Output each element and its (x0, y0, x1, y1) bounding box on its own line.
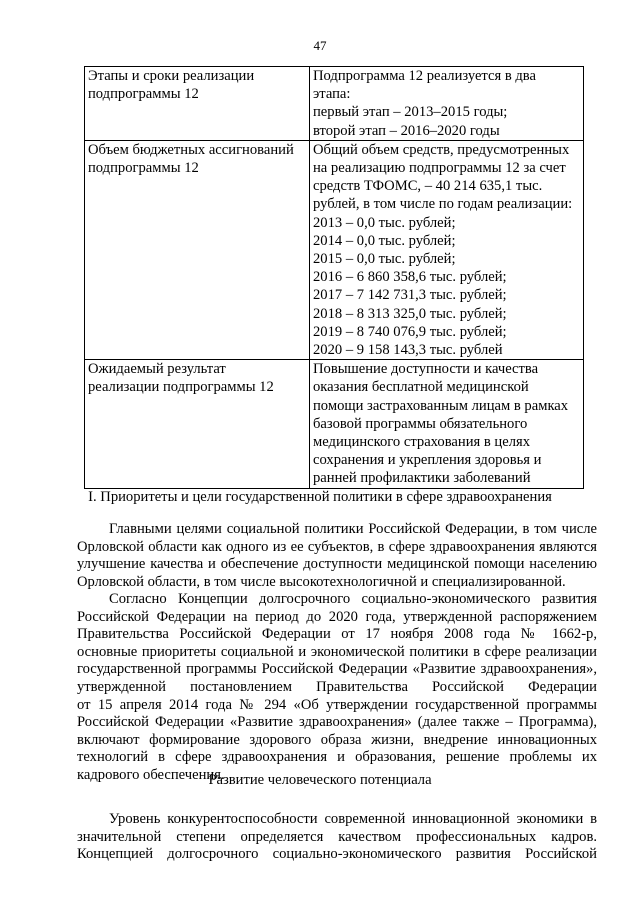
text-line: сохранения и укрепления здоровья и (313, 452, 542, 469)
text-line: подпрограммы 12 (88, 86, 199, 103)
table-cell-label (85, 67, 310, 141)
paragraph-line: Концепцией долгосрочного социально-экономического развития Российской (77, 846, 597, 863)
paragraph-line: включают формирование здорового образа жизни, внедрение инновационных (77, 731, 597, 748)
table-cell-value (310, 140, 584, 359)
paragraph-line: технологий в сфере здравоохранения и образования, решение проблемы их (77, 749, 597, 766)
text-line: Подпрограмма 12 реализуется в два (313, 68, 536, 84)
paragraph-line: утвержденной постановлением Правительства Российской Федерации (77, 678, 597, 695)
paragraph-line: Орловской области как одного из ее субъектов, в сфере здравоохранения являются (77, 538, 597, 555)
text-line: 2017 – 7 142 731,3 тыс. рублей; (313, 287, 507, 304)
text-line: помощи застрахованным лицам в рамках (313, 397, 569, 414)
text-line: рублей, в том числе по годам реализации: (313, 196, 573, 213)
text-line: 2015 – 0,0 тыс. рублей; (313, 251, 456, 268)
paragraph-line: значительной степени определяется качеством профессиональных кадров. (77, 828, 597, 845)
text-line: 2014 – 0,0 тыс. рублей; (313, 232, 456, 249)
paragraph-line: кадрового обеспечения. (77, 766, 225, 783)
section-heading: I. Приоритеты и цели государственной политики в сфере здравоохранения (88, 489, 552, 505)
paragraph-goals (77, 521, 597, 591)
text-line: оказания бесплатной медицинской (313, 379, 529, 396)
text-line: этапа: (313, 86, 351, 103)
paragraph-line: от 15 апреля 2014 года № 294 «Об утверждении государственной программы (77, 696, 597, 713)
text-line: на реализацию подпрограммы 12 за счет (313, 160, 566, 177)
paragraph-line: государственной программы Российской Федерации «Развитие здравоохранения», (77, 661, 597, 678)
paragraph-line: Согласно Концепции долгосрочного социально-экономического развития (109, 591, 597, 607)
text-line: первый этап – 2013–2015 годы; (313, 104, 508, 121)
text-line: ранней профилактики заболеваний (313, 470, 531, 487)
paragraph-line: Российской Федерации «Развитие здравоохранения» (далее также – Программа), (77, 714, 597, 731)
paragraph-line: Уровень конкурентоспособности современной инновационной экономики в (109, 811, 597, 827)
table-cell-label (85, 360, 310, 488)
text-line: 2018 – 8 313 325,0 тыс. рублей; (313, 305, 507, 322)
table-cell-value (310, 360, 584, 488)
paragraph-line: улучшение качества и обеспечение доступности медицинской помощи населению (77, 556, 597, 573)
text-line: 2013 – 0,0 тыс. рублей; (313, 214, 456, 231)
text-line: 2020 – 9 158 143,3 тыс. рублей (313, 342, 503, 359)
table-cell-label (85, 140, 310, 359)
text-line: Этапы и сроки реализации (88, 68, 255, 84)
text-line: Повышение доступности и качества (313, 361, 539, 378)
text-line: медицинского страхования в целях (313, 434, 530, 451)
paragraph-line: основные приоритеты социальной и экономической политики в сфере реализации (77, 643, 597, 660)
text-line: подпрограммы 12 (88, 160, 199, 177)
table-row (85, 360, 584, 488)
paragraph-line: Орловской области, в том числе высокотехнологичной и специализированной. (77, 573, 566, 590)
paragraph-line: Правительства Российской Федерации от 17 ноября 2008 года № 1662-р, (77, 626, 597, 643)
paragraph-line: Российской Федерации на период до 2020 года, утвержденной распоряжением (77, 608, 597, 625)
text-line: Объем бюджетных ассигнований (88, 141, 294, 158)
paragraph-competitiveness (77, 811, 597, 864)
subheading: Развитие человеческого потенциала (208, 772, 432, 788)
text-line: 2019 – 8 740 076,9 тыс. рублей; (313, 323, 507, 340)
text-line: базовой программы обязательного (313, 415, 528, 432)
text-line: Ожидаемый результат (88, 361, 226, 378)
text-line: второй этап – 2016–2020 годы (313, 122, 500, 139)
paragraph-line: Главными целями социальной политики Российской Федерации, в том числе (109, 521, 597, 537)
text-line: средств ТФОМС, – 40 214 635,1 тыс. (313, 178, 543, 195)
page-number: 47 (313, 38, 327, 53)
table-cell-value (310, 67, 584, 141)
text-line: 2016 – 6 860 358,6 тыс. рублей; (313, 269, 507, 286)
table-row (85, 140, 584, 359)
subprogram-passport-table (84, 66, 584, 489)
paragraph-concept (77, 591, 597, 785)
text-line: реализации подпрограммы 12 (88, 379, 274, 396)
text-line: Общий объем средств, предусмотренных (313, 141, 570, 158)
table-row (85, 67, 584, 141)
